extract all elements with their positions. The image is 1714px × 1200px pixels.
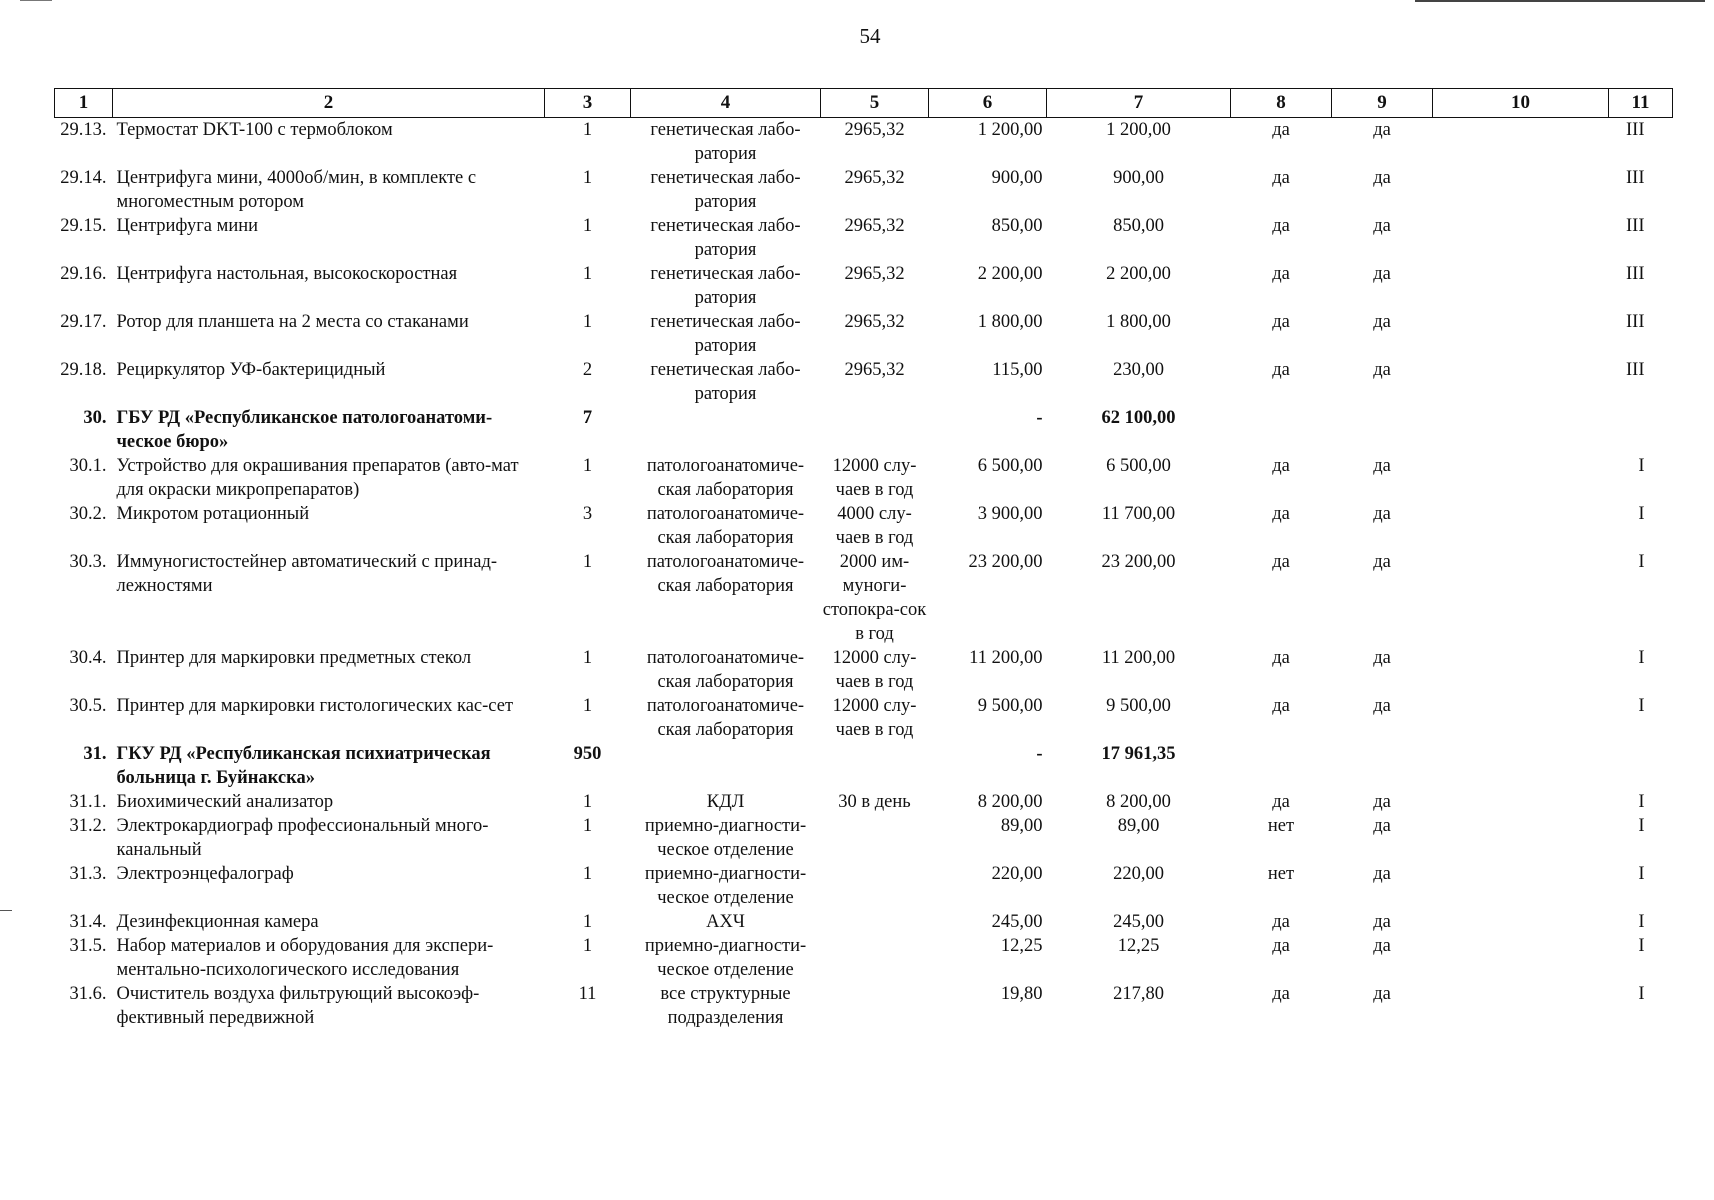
department: приемно-диагности-ческое отделение — [644, 936, 807, 980]
table-row — [55, 358, 1673, 406]
category-value: I — [1638, 792, 1645, 812]
column-9-value: да — [1373, 456, 1391, 476]
table-body — [55, 118, 1673, 1031]
table-row — [55, 310, 1673, 358]
column-header: 2 — [113, 89, 545, 118]
department: патологоанатомиче-ская лаборатория — [646, 648, 805, 692]
column-header: 3 — [545, 89, 631, 118]
total-cost: 12,25 — [1117, 936, 1160, 956]
column-10-value — [1433, 982, 1609, 1030]
total-cost: 23 200,00 — [1101, 552, 1176, 572]
column-header: 5 — [821, 89, 929, 118]
unit-price: 115,00 — [992, 360, 1043, 380]
quantity: 11 — [578, 984, 597, 1004]
scan-artifact — [20, 0, 52, 1]
workload — [821, 742, 929, 790]
row-number: 29.13. — [60, 120, 107, 140]
item-name: Электроэнцефалограф — [116, 864, 294, 884]
department: генетическая лабо-ратория — [650, 360, 801, 404]
table-row — [55, 814, 1673, 862]
row-number: 29.16. — [60, 264, 107, 284]
column-header: 8 — [1231, 89, 1332, 118]
unit-price: 23 200,00 — [968, 552, 1043, 572]
column-9-value — [1332, 742, 1433, 790]
column-8-value: да — [1272, 792, 1290, 812]
column-8-value: да — [1272, 120, 1290, 140]
item-name: Рециркулятор УФ-бактерицидный — [116, 360, 386, 380]
item-name: Очиститель воздуха фильтрующий высокоэф-фективный передвижной — [116, 984, 480, 1028]
column-8-value: да — [1272, 504, 1290, 524]
department: приемно-диагности-ческое отделение — [644, 816, 807, 860]
column-10-value — [1433, 262, 1609, 310]
workload: 12000 слу-чаев в год — [832, 456, 917, 500]
quantity: 1 — [582, 216, 593, 236]
column-8-value: да — [1272, 912, 1290, 932]
column-9-value: да — [1373, 648, 1391, 668]
workload: 2965,32 — [844, 120, 905, 140]
table-row — [55, 262, 1673, 310]
workload: 2965,32 — [844, 312, 905, 332]
workload — [821, 814, 929, 862]
category-value: I — [1638, 648, 1645, 668]
column-10-value — [1433, 790, 1609, 814]
quantity: 1 — [582, 264, 593, 284]
category-value: I — [1638, 864, 1645, 884]
department — [631, 742, 821, 790]
total-cost: 89,00 — [1117, 816, 1160, 836]
category-value — [1609, 406, 1673, 454]
category-value: I — [1638, 456, 1645, 476]
item-name: Центрифуга мини — [116, 216, 259, 236]
total-cost: 9 500,00 — [1106, 696, 1171, 716]
column-10-value — [1433, 166, 1609, 214]
total-cost: 850,00 — [1113, 216, 1164, 236]
quantity: 3 — [582, 504, 593, 524]
item-name: Центрифуга мини, 4000об/мин, в комплекте с многоместным ротором — [116, 168, 477, 212]
page-number: 54 — [859, 24, 881, 48]
column-8-value — [1231, 406, 1332, 454]
column-9-value: да — [1373, 168, 1391, 188]
department: патологоанатомиче-ская лаборатория — [646, 456, 805, 500]
item-name: Биохимический анализатор — [116, 792, 334, 812]
column-10-value — [1433, 934, 1609, 982]
table-header — [55, 89, 1673, 118]
column-8-value: да — [1272, 456, 1290, 476]
row-number: 30.2. — [69, 504, 107, 524]
category-value: III — [1626, 168, 1645, 188]
row-number: 30.3. — [69, 552, 107, 572]
unit-price: 11 200,00 — [969, 648, 1043, 668]
column-9-value: да — [1373, 864, 1391, 884]
department: патологоанатомиче-ская лаборатория — [646, 504, 805, 548]
workload — [821, 862, 929, 910]
column-9-value: да — [1373, 120, 1391, 140]
item-name: Электрокардиограф профессиональный много-канальный — [116, 816, 489, 860]
column-9-value: да — [1373, 216, 1391, 236]
column-10-value — [1433, 118, 1609, 167]
quantity: 950 — [573, 744, 602, 764]
category-value: I — [1638, 696, 1645, 716]
quantity: 7 — [582, 408, 593, 428]
category-value: I — [1638, 936, 1645, 956]
total-cost: 900,00 — [1113, 168, 1164, 188]
group-row — [55, 406, 1673, 454]
column-8-value: да — [1272, 360, 1290, 380]
column-8-value: да — [1272, 168, 1290, 188]
quantity: 1 — [582, 696, 593, 716]
unit-price: 8 200,00 — [977, 792, 1043, 812]
row-number: 31.3. — [69, 864, 107, 884]
workload: 12000 слу-чаев в год — [832, 648, 917, 692]
column-8-value: да — [1272, 936, 1290, 956]
unit-price: 9 500,00 — [977, 696, 1043, 716]
unit-price: 1 800,00 — [977, 312, 1043, 332]
total-cost: 1 200,00 — [1106, 120, 1171, 140]
department: генетическая лабо-ратория — [650, 216, 801, 260]
unit-price: 3 900,00 — [977, 504, 1043, 524]
department — [631, 406, 821, 454]
total-cost: 17 961,35 — [1101, 744, 1176, 764]
quantity: 1 — [582, 936, 593, 956]
column-header: 4 — [631, 89, 821, 118]
column-header: 10 — [1433, 89, 1609, 118]
workload — [821, 406, 929, 454]
quantity: 1 — [582, 912, 593, 932]
column-10-value — [1433, 214, 1609, 262]
column-9-value: да — [1373, 816, 1391, 836]
total-cost: 8 200,00 — [1106, 792, 1171, 812]
category-value: III — [1626, 264, 1645, 284]
category-value: III — [1626, 216, 1645, 236]
column-10-value — [1433, 694, 1609, 742]
quantity: 1 — [582, 120, 593, 140]
total-cost: 230,00 — [1113, 360, 1164, 380]
column-header: 7 — [1047, 89, 1231, 118]
item-name: Дезинфекционная камера — [116, 912, 319, 932]
workload — [821, 982, 929, 1030]
category-value: III — [1626, 120, 1645, 140]
table-row — [55, 502, 1673, 550]
table-row — [55, 862, 1673, 910]
item-name: ГКУ РД «Республиканская психиатрическая больница г. Буйнакска» — [116, 744, 491, 788]
column-10-value — [1433, 454, 1609, 502]
row-number: 29.14. — [60, 168, 107, 188]
column-9-value: да — [1373, 264, 1391, 284]
column-10-value — [1433, 814, 1609, 862]
quantity: 2 — [582, 360, 593, 380]
department: генетическая лабо-ратория — [650, 312, 801, 356]
table-row — [55, 550, 1673, 646]
quantity: 1 — [582, 168, 593, 188]
department: генетическая лабо-ратория — [650, 264, 801, 308]
row-number: 29.18. — [60, 360, 107, 380]
column-8-value: да — [1272, 552, 1290, 572]
table-row — [55, 166, 1673, 214]
column-10-value — [1433, 862, 1609, 910]
item-name: Микротом ротационный — [116, 504, 310, 524]
total-cost: 62 100,00 — [1101, 408, 1176, 428]
category-value: I — [1638, 816, 1645, 836]
unit-price: 1 200,00 — [977, 120, 1043, 140]
unit-price: 900,00 — [991, 168, 1043, 188]
quantity: 1 — [582, 864, 593, 884]
total-cost: 2 200,00 — [1106, 264, 1171, 284]
workload: 2965,32 — [844, 216, 905, 236]
unit-price: 19,80 — [1000, 984, 1043, 1004]
department: КДЛ — [706, 792, 745, 812]
equipment-table — [54, 88, 1673, 1030]
workload: 4000 слу-чаев в год — [835, 504, 914, 548]
column-9-value: да — [1373, 552, 1391, 572]
category-value: I — [1638, 984, 1645, 1004]
table-row — [55, 910, 1673, 934]
column-8-value: да — [1272, 312, 1290, 332]
table-row — [55, 982, 1673, 1030]
total-cost: 245,00 — [1113, 912, 1164, 932]
column-8-value: да — [1272, 648, 1290, 668]
column-header: 11 — [1609, 89, 1673, 118]
row-number: 29.15. — [60, 216, 107, 236]
unit-price: - — [1036, 408, 1043, 428]
department: патологоанатомиче-ская лаборатория — [646, 552, 805, 596]
row-number: 30.5. — [69, 696, 107, 716]
table-row — [55, 646, 1673, 694]
department: патологоанатомиче-ская лаборатория — [646, 696, 805, 740]
column-10-value — [1433, 502, 1609, 550]
total-cost: 217,80 — [1113, 984, 1164, 1004]
row-number: 30. — [83, 408, 107, 428]
row-number: 29.17. — [60, 312, 107, 332]
total-cost: 11 200,00 — [1101, 648, 1176, 668]
column-9-value: да — [1373, 312, 1391, 332]
column-8-value: да — [1272, 696, 1290, 716]
workload — [821, 910, 929, 934]
unit-price: 850,00 — [991, 216, 1043, 236]
row-number: 31.1. — [69, 792, 107, 812]
quantity: 1 — [582, 816, 593, 836]
column-header: 6 — [929, 89, 1047, 118]
row-number: 31.4. — [69, 912, 107, 932]
category-value: I — [1638, 552, 1645, 572]
column-10-value — [1433, 406, 1609, 454]
column-9-value: да — [1373, 984, 1391, 1004]
column-8-value: да — [1272, 216, 1290, 236]
item-name: Принтер для маркировки гистологических кас-сет — [116, 696, 514, 716]
column-10-value — [1433, 646, 1609, 694]
total-cost: 6 500,00 — [1106, 456, 1171, 476]
column-header: 9 — [1332, 89, 1433, 118]
total-cost: 11 700,00 — [1101, 504, 1176, 524]
column-8-value: нет — [1267, 816, 1295, 836]
workload: 2965,32 — [844, 168, 905, 188]
column-8-value — [1231, 742, 1332, 790]
column-header: 1 — [55, 89, 113, 118]
column-9-value: да — [1373, 936, 1391, 956]
row-number: 31.6. — [69, 984, 107, 1004]
row-number: 30.1. — [69, 456, 107, 476]
item-name: Принтер для маркировки предметных стекол — [116, 648, 472, 668]
unit-price: 220,00 — [991, 864, 1043, 884]
column-9-value: да — [1373, 504, 1391, 524]
group-row — [55, 742, 1673, 790]
unit-price: 89,00 — [1000, 816, 1043, 836]
workload: 30 в день — [838, 792, 911, 812]
column-8-value: да — [1272, 264, 1290, 284]
column-9-value — [1332, 406, 1433, 454]
workload — [821, 934, 929, 982]
column-9-value: да — [1373, 696, 1391, 716]
quantity: 1 — [582, 552, 593, 572]
category-value: III — [1626, 312, 1645, 332]
table-row — [55, 118, 1673, 167]
table-row — [55, 214, 1673, 262]
item-name: Устройство для окрашивания препаратов (авто-мат для окраски микропрепаратов) — [116, 456, 519, 500]
total-cost: 1 800,00 — [1106, 312, 1171, 332]
quantity: 1 — [582, 312, 593, 332]
column-8-value: да — [1272, 984, 1290, 1004]
item-name: ГБУ РД «Республиканское патологоанатоми-ческое бюро» — [116, 408, 493, 452]
quantity: 1 — [582, 792, 593, 812]
column-8-value: нет — [1267, 864, 1295, 884]
column-9-value: да — [1373, 792, 1391, 812]
item-name: Набор материалов и оборудования для экспери-ментально-психологического исследования — [116, 936, 494, 980]
row-number: 31.5. — [69, 936, 107, 956]
column-9-value: да — [1373, 360, 1391, 380]
category-value: I — [1638, 912, 1645, 932]
unit-price: 2 200,00 — [977, 264, 1043, 284]
column-10-value — [1433, 742, 1609, 790]
row-number: 31. — [83, 744, 107, 764]
table-row — [55, 454, 1673, 502]
category-value: I — [1638, 504, 1645, 524]
scan-artifact — [1415, 0, 1705, 2]
workload: 2965,32 — [844, 360, 905, 380]
table-row — [55, 790, 1673, 814]
unit-price: - — [1036, 744, 1043, 764]
department: генетическая лабо-ратория — [650, 168, 801, 212]
unit-price: 6 500,00 — [977, 456, 1043, 476]
category-value: III — [1626, 360, 1645, 380]
scan-artifact — [0, 910, 12, 911]
department: все структурные подразделения — [660, 984, 791, 1028]
column-10-value — [1433, 358, 1609, 406]
item-name: Ротор для планшета на 2 места со стаканами — [116, 312, 469, 332]
department: генетическая лабо-ратория — [650, 120, 801, 164]
column-10-value — [1433, 550, 1609, 646]
row-number: 30.4. — [69, 648, 107, 668]
department: приемно-диагности-ческое отделение — [644, 864, 807, 908]
quantity: 1 — [582, 456, 593, 476]
quantity: 1 — [582, 648, 593, 668]
workload: 12000 слу-чаев в год — [832, 696, 917, 740]
category-value — [1609, 742, 1673, 790]
workload: 2000 им-муноги-стопокра-сок в год — [822, 552, 927, 644]
column-10-value — [1433, 910, 1609, 934]
department: АХЧ — [706, 912, 745, 932]
total-cost: 220,00 — [1113, 864, 1164, 884]
workload: 2965,32 — [844, 264, 905, 284]
column-9-value: да — [1373, 912, 1391, 932]
table-row — [55, 934, 1673, 982]
column-10-value — [1433, 310, 1609, 358]
unit-price: 12,25 — [1000, 936, 1043, 956]
table-row — [55, 694, 1673, 742]
item-name: Центрифуга настольная, высокоскоростная — [116, 264, 458, 284]
unit-price: 245,00 — [991, 912, 1043, 932]
row-number: 31.2. — [69, 816, 107, 836]
item-name: Иммуногистостейнер автоматический с принад-лежностями — [116, 552, 498, 596]
item-name: Термостат DKT-100 с термоблоком — [116, 120, 393, 140]
